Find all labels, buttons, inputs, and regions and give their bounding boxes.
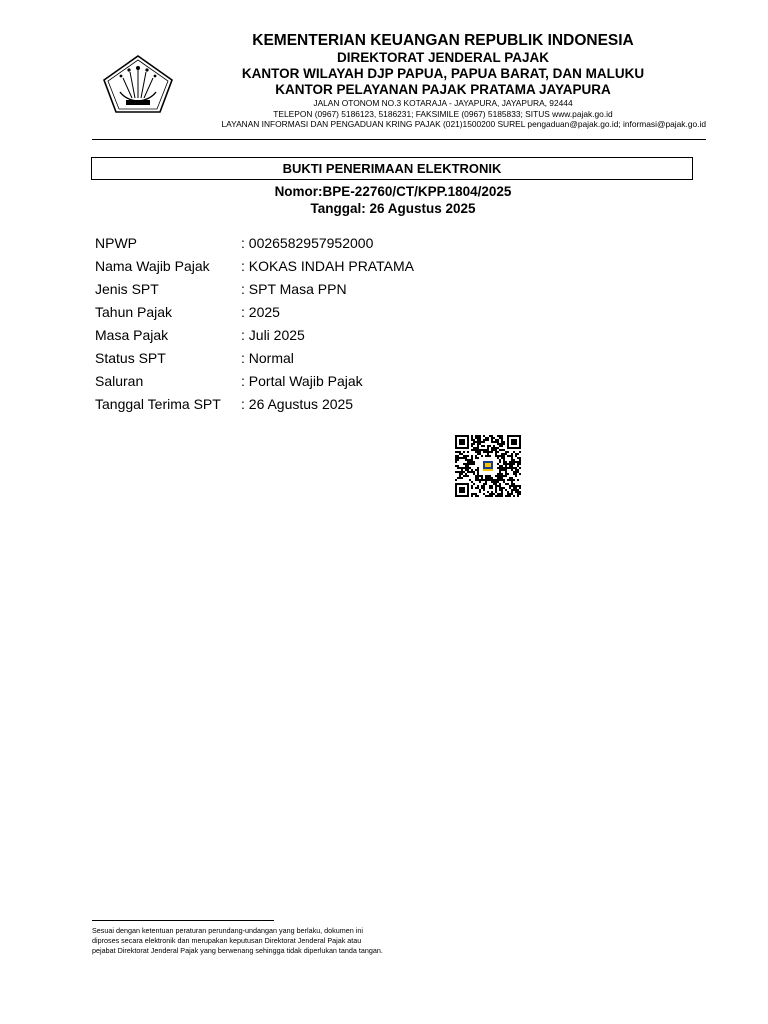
office-address: JALAN OTONOM NO.3 KOTARAJA - JAYAPURA, JAYAPURA, 92444 bbox=[313, 98, 573, 108]
field-label: Masa Pajak bbox=[95, 327, 169, 343]
field-value: : Portal Wajib Pajak bbox=[241, 373, 363, 389]
footnote-line: Sesuai dengan ketentuan peraturan perundang-undangan yang berlaku, dokumen ini bbox=[92, 926, 363, 935]
footnote-line: pejabat Direktorat Jenderal Pajak yang berwenang sehingga tidak diperlukan tanda tangan. bbox=[92, 946, 383, 955]
document-number: Nomor:BPE-22760/CT/KPP.1804/2025 bbox=[274, 184, 512, 199]
field-label: Status SPT bbox=[95, 350, 166, 366]
field-label: Saluran bbox=[95, 373, 144, 389]
directorate-name: DIREKTORAT JENDERAL PAJAK bbox=[336, 50, 550, 65]
field-value: : Juli 2025 bbox=[241, 327, 305, 343]
field-label: Nama Wajib Pajak bbox=[95, 258, 210, 274]
field-value: : SPT Masa PPN bbox=[241, 281, 347, 297]
ministry-emblem-icon bbox=[102, 54, 174, 114]
field-row-spt-type bbox=[95, 280, 414, 303]
field-label: Tanggal Terima SPT bbox=[95, 396, 221, 412]
field-row-tax-year bbox=[95, 303, 414, 326]
field-row-channel bbox=[95, 372, 414, 395]
field-value: : 0026582957952000 bbox=[241, 235, 374, 251]
field-value: : Normal bbox=[241, 350, 294, 366]
receipt-fields bbox=[95, 234, 414, 418]
footnote-divider bbox=[92, 920, 274, 921]
footnote bbox=[92, 926, 432, 956]
service-contact: LAYANAN INFORMASI DAN PENGADUAN KRING PAJAK (021)1500200 SUREL pengaduan@pajak.go.id; informasi@pajak.go.id bbox=[221, 119, 706, 129]
field-label: Jenis SPT bbox=[95, 281, 159, 297]
qr-code-icon bbox=[455, 435, 521, 497]
footnote-line: diproses secara elektronik dan merupakan keputusan Direktorat Jenderal Pajak atau bbox=[92, 936, 362, 945]
document-date: Tanggal: 26 Agustus 2025 bbox=[310, 201, 476, 216]
field-row-received-date bbox=[95, 395, 414, 418]
field-value: : 26 Agustus 2025 bbox=[241, 396, 354, 412]
field-label: Tahun Pajak bbox=[95, 304, 173, 320]
field-row-tax-period bbox=[95, 326, 414, 349]
letterhead bbox=[180, 31, 706, 130]
ministry-name: KEMENTERIAN KEUANGAN REPUBLIK INDONESIA bbox=[252, 32, 634, 49]
field-value: : 2025 bbox=[241, 304, 280, 320]
field-value: : KOKAS INDAH PRATAMA bbox=[241, 258, 414, 274]
tax-office-name: KANTOR PELAYANAN PAJAK PRATAMA JAYAPURA bbox=[275, 82, 611, 97]
header-divider bbox=[92, 139, 706, 140]
field-label: NPWP bbox=[95, 235, 137, 251]
field-row-spt-status bbox=[95, 349, 414, 372]
regional-office-name: KANTOR WILAYAH DJP PAPUA, PAPUA BARAT, DAN MALUKU bbox=[241, 66, 645, 81]
office-phone: TELEPON (0967) 5186123, 5186231; FAKSIMILE (0967) 5185833; SITUS www.pajak.go.id bbox=[273, 108, 613, 119]
field-row-npwp bbox=[95, 234, 414, 257]
document-title: BUKTI PENERIMAAN ELEKTRONIK bbox=[91, 157, 693, 180]
field-row-taxpayer-name bbox=[95, 257, 414, 280]
